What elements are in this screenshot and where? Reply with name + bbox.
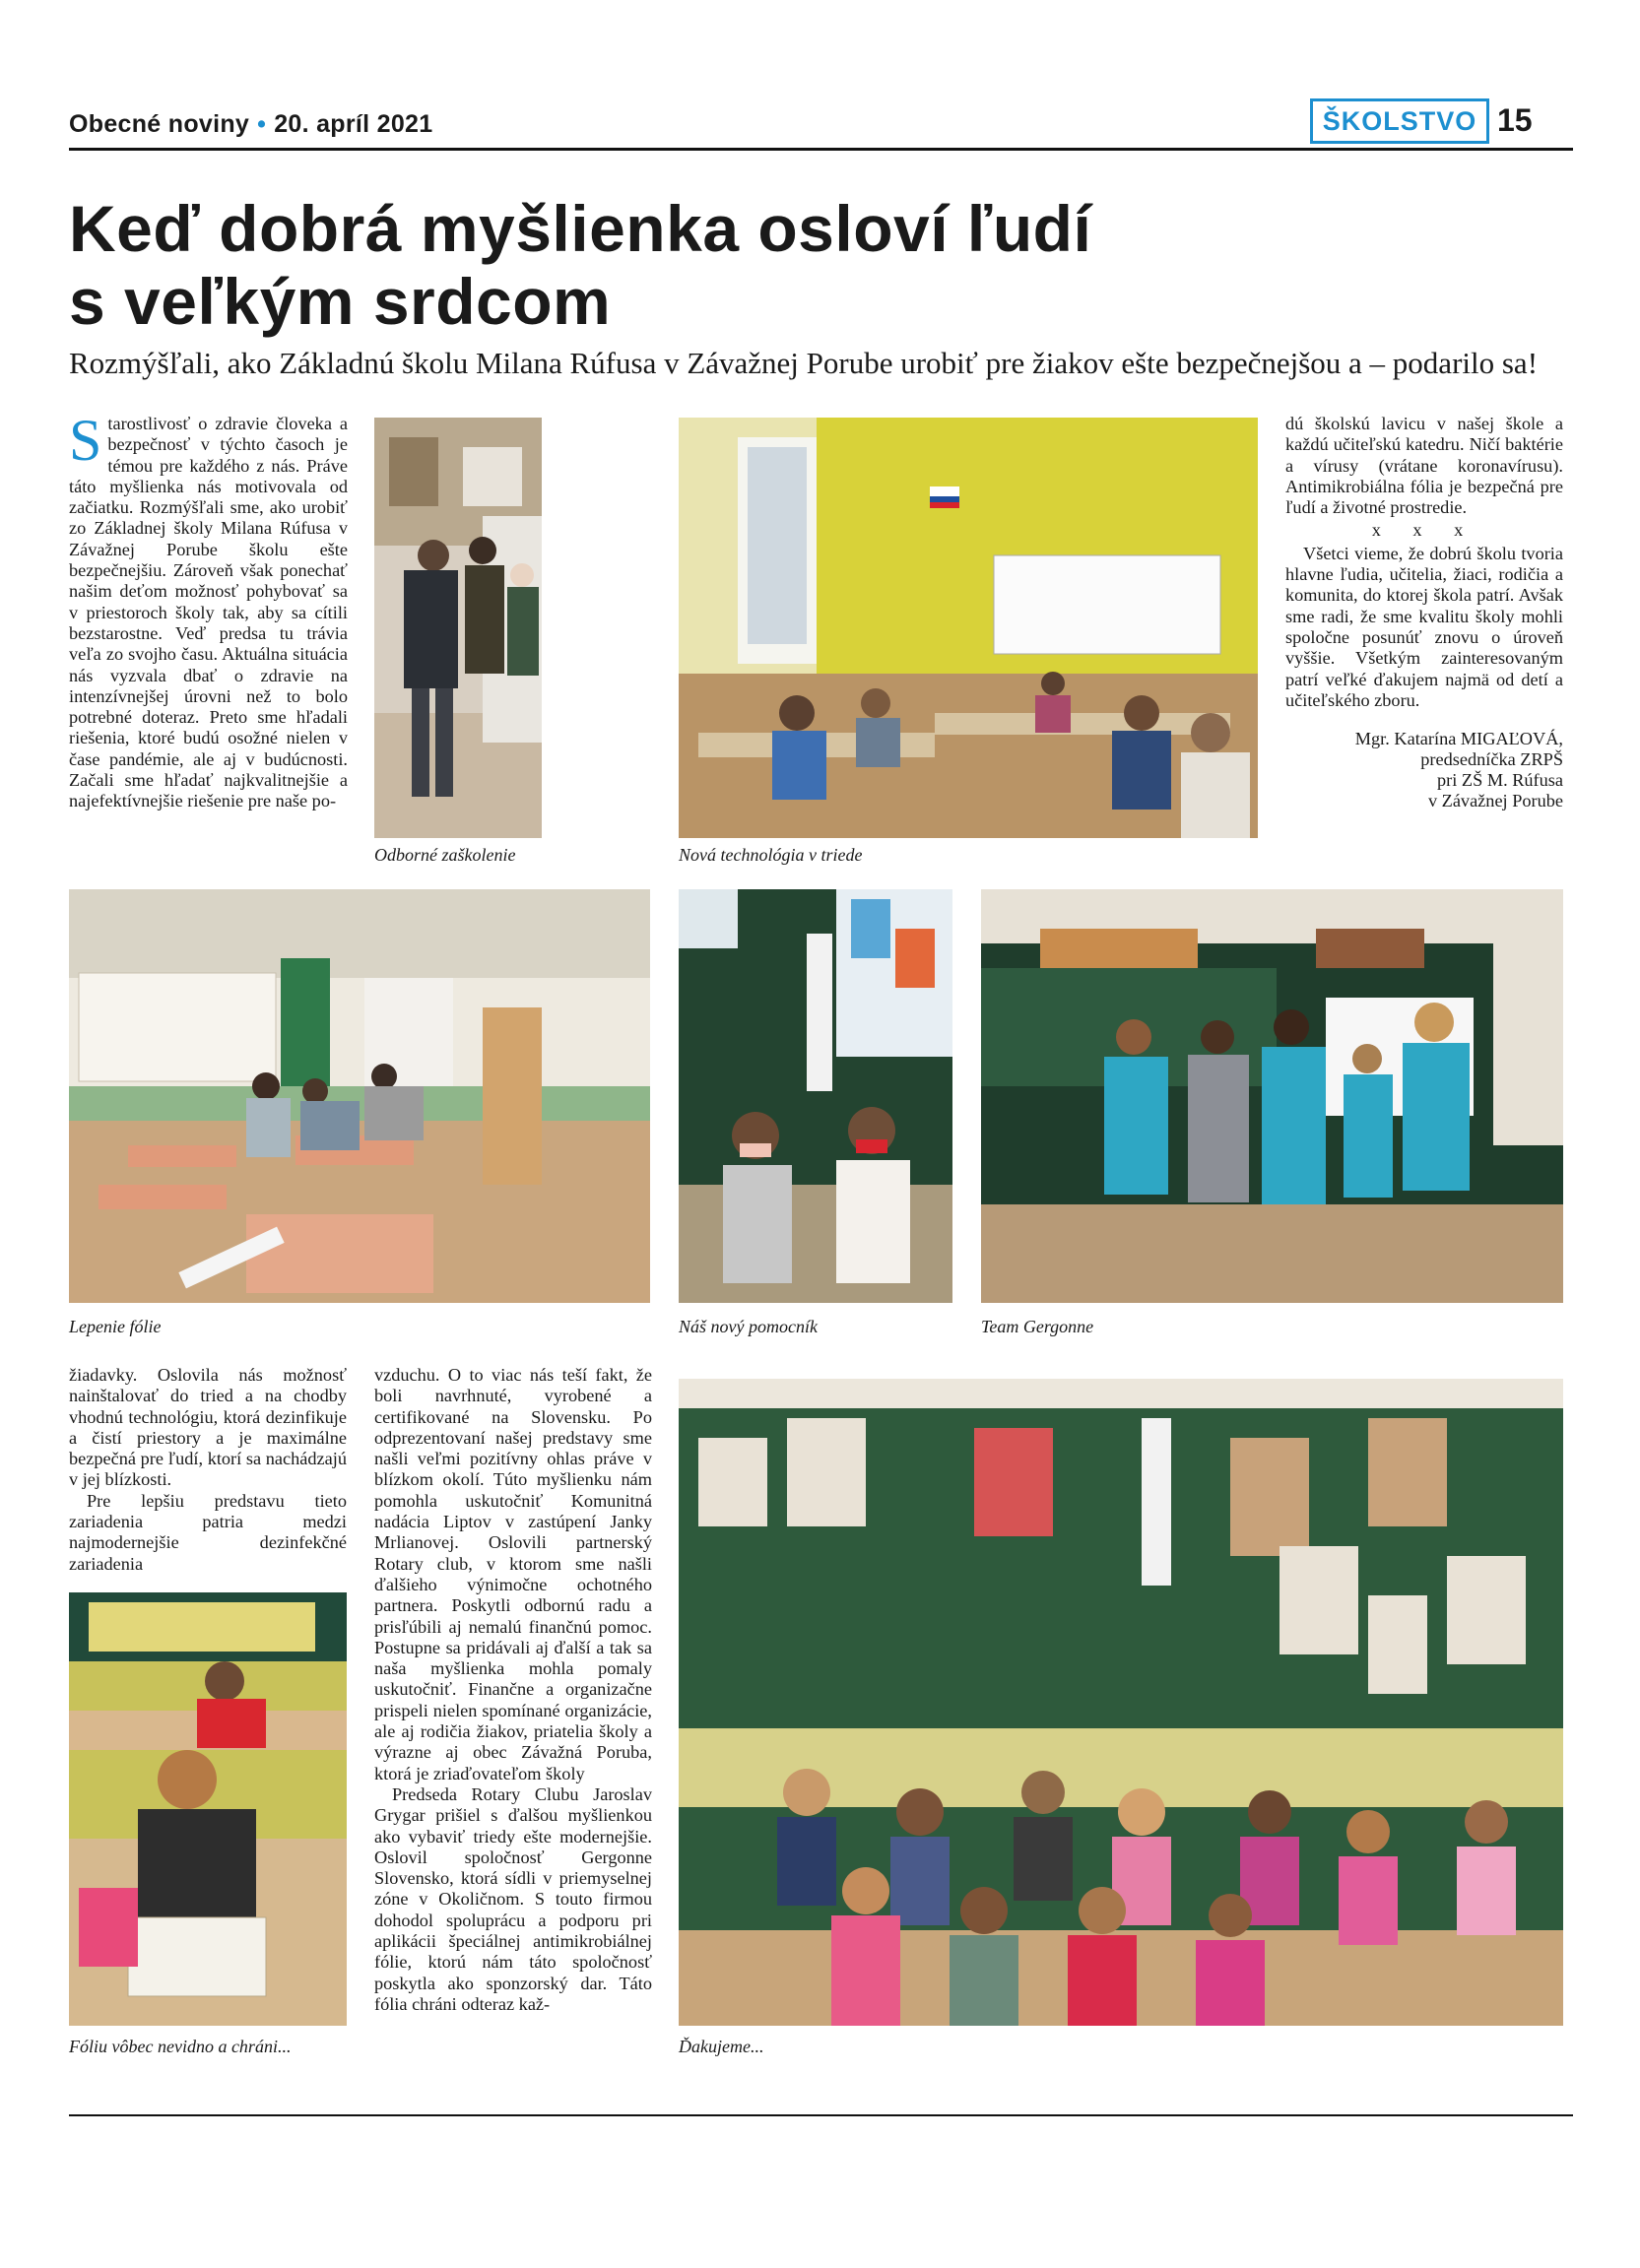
signature-role: predsedníčka ZRPŠ — [1420, 749, 1563, 770]
photo-invisible-foil — [69, 1592, 347, 2026]
photo-foil-application — [69, 889, 650, 1303]
photo-new-helper — [679, 889, 952, 1303]
photo-team-gergonne — [981, 889, 1563, 1303]
photo-training — [374, 418, 542, 838]
caption-team-gergonne: Team Gergonne — [981, 1317, 1094, 1336]
col3-paragraph-1: dú školskú lavicu v našej škole a každú učiteľskú katedru. Ničí baktérie a vírusy (vrátane koronavírusu). Antimikrobiálna fólia je bezpečná pre ľudí a životné prostredie. — [1285, 414, 1563, 518]
photo-classroom-technology — [679, 418, 1258, 838]
photo-thank-you — [679, 1379, 1563, 2026]
signature-place: v Závažnej Porube — [1427, 791, 1563, 811]
caption-new-helper: Náš nový pomocník — [679, 1317, 818, 1336]
article-headline — [69, 192, 1546, 338]
column-3-top — [1285, 414, 1563, 811]
col3-paragraph-2: Všetci vieme, že dobrú školu tvoria hlavne ľudia, učitelia, žiaci, rodičia a komunita, do ktorej škola patrí. Avšak sme radi, že sme kvalitu školy mohli spoločne posunúť znovu o úroveň vyššie. Všetkým zainteresovaným patrí veľké ďakujem najmä od detí a učiteľského zboru. — [1285, 543, 1563, 710]
article-lead: Rozmýšľali, ako Základnú školu Milana Rúfusa v Závažnej Porube urobiť pre žiakov ešte bezpečnejšou a – podarilo sa! — [69, 346, 1539, 380]
section-badge: ŠKOLSTVO — [1310, 98, 1489, 144]
headline-line-1: Keď dobrá myšlienka osloví ľudí — [69, 192, 1092, 265]
bottom-rule — [69, 2114, 1573, 2116]
col1b-paragraph-1: žiadavky. Oslovila nás možnosť nainštalovať do tried a na chodby vhodnú technológiu, ktorá dezinfikuje a čistí priestory a je maximálne bezpečná pre ľudí, ktorí sa nachádzajú v jej blízkosti. — [69, 1365, 347, 1490]
caption-thank-you: Ďakujeme... — [679, 2037, 764, 2056]
separator-dot: • — [257, 110, 267, 138]
signature-name: Mgr. Katarína MIGAĽOVÁ, — [1354, 729, 1563, 749]
column-1-bottom — [69, 1365, 347, 1575]
top-rule — [69, 148, 1573, 151]
caption-foil-application: Lepenie fólie — [69, 1317, 162, 1336]
col1b-paragraph-2: Pre lepšiu predstavu tieto zariadenia patria medzi najmodernejšie dezinfekčné zariadenia — [69, 1490, 347, 1574]
column-1-top — [69, 408, 348, 812]
dropcap: S — [69, 408, 102, 473]
caption-invisible-foil: Fóliu vôbec nevidno a chráni... — [69, 2037, 292, 2056]
paper-name: Obecné noviny — [69, 110, 250, 138]
column-2-bottom — [374, 1365, 652, 2015]
signature-org: pri ZŠ M. Rúfusa — [1437, 770, 1563, 791]
page-number: 15 — [1497, 102, 1533, 138]
section-separator: x x x — [1371, 520, 1477, 541]
caption-classroom-technology: Nová technológia v triede — [679, 845, 863, 865]
col2-paragraph-2: Predseda Rotary Clubu Jaroslav Grygar prišiel s ďalšou myšlienkou ako vybaviť triedy ešte modernejšie. Oslovil spoločnosť Gergonne Slovensko, ktorá sídli v priemyselnej zóne v Okoličnom. S touto firmou dohodol spoluprácu a podporu pri aplikácii špeciálnej antimikrobiálnej fólie, ktorú nám táto spoločnosť poskytla ako sponzorský dar. Táto fólia chráni odteraz kaž- — [374, 1783, 652, 2014]
headline-line-2: s veľkým srdcom — [69, 265, 612, 338]
caption-training: Odborné zaškolenie — [374, 845, 516, 865]
col1-paragraph-1: tarostlivosť o zdravie človeka a bezpečnosť v týchto časoch je témou pre každého z nás. Práve táto myšlienka nás motivovala od začiatku. Rozmýšľali sme, ako urobiť zo Základnej školy Milana Rúfusa v Závažnej Porube školu ešte bezpečnejšiu. Zároveň však ponechať našim deťom možnosť pohybovať sa v priestoroch školy tak, aby sa cítili bezstarostne. Veď predsa tu trávia veľa zo svojho času. Aktuálna situácia nás vyzvala dbať o zdravie na intenzívnejšej úrovni než to bolo potrebné doteraz. Preto sme hľadali riešenia, ktoré budú osožné nielen v čase pandémie, ale aj v budúcnosti. Začali sme hľadať najkvalitnejšie a najefektívnejšie riešenie pre naše po- — [69, 414, 348, 811]
signature — [1285, 729, 1563, 811]
issue-date: 20. apríl 2021 — [274, 110, 433, 138]
col2-paragraph-1: vzduchu. O to viac nás teší fakt, že boli navrhnuté, vyrobené a certifikované na Slovensku. Po odprezentovaní našej predstavy sme našli veľmi pozitívny ohlas práve v blízkom okolí. Túto myšlienku nám pomohla uskutočniť Komunitná nadácia Liptov v zastúpení Janky Mrlianovej. Oslovili partnerský Rotary club, v ktorom sme našli ďalšieho výnimočne ochotného partnera. Poskytli odbornú radu a prisľúbili aj nemalú finančnú pomoc. Postupne sa pridávali aj ďalší a tak sa naša myšlienka mohla pomaly uskutočniť. Finančne a organizačne prispeli nielen spomínané organizácie, ale aj rodičia žiakov, priatelia školy a výrazne aj obec Závažná Poruba, ktorá je zriaďovateľom školy — [374, 1365, 652, 1783]
masthead — [69, 110, 432, 139]
